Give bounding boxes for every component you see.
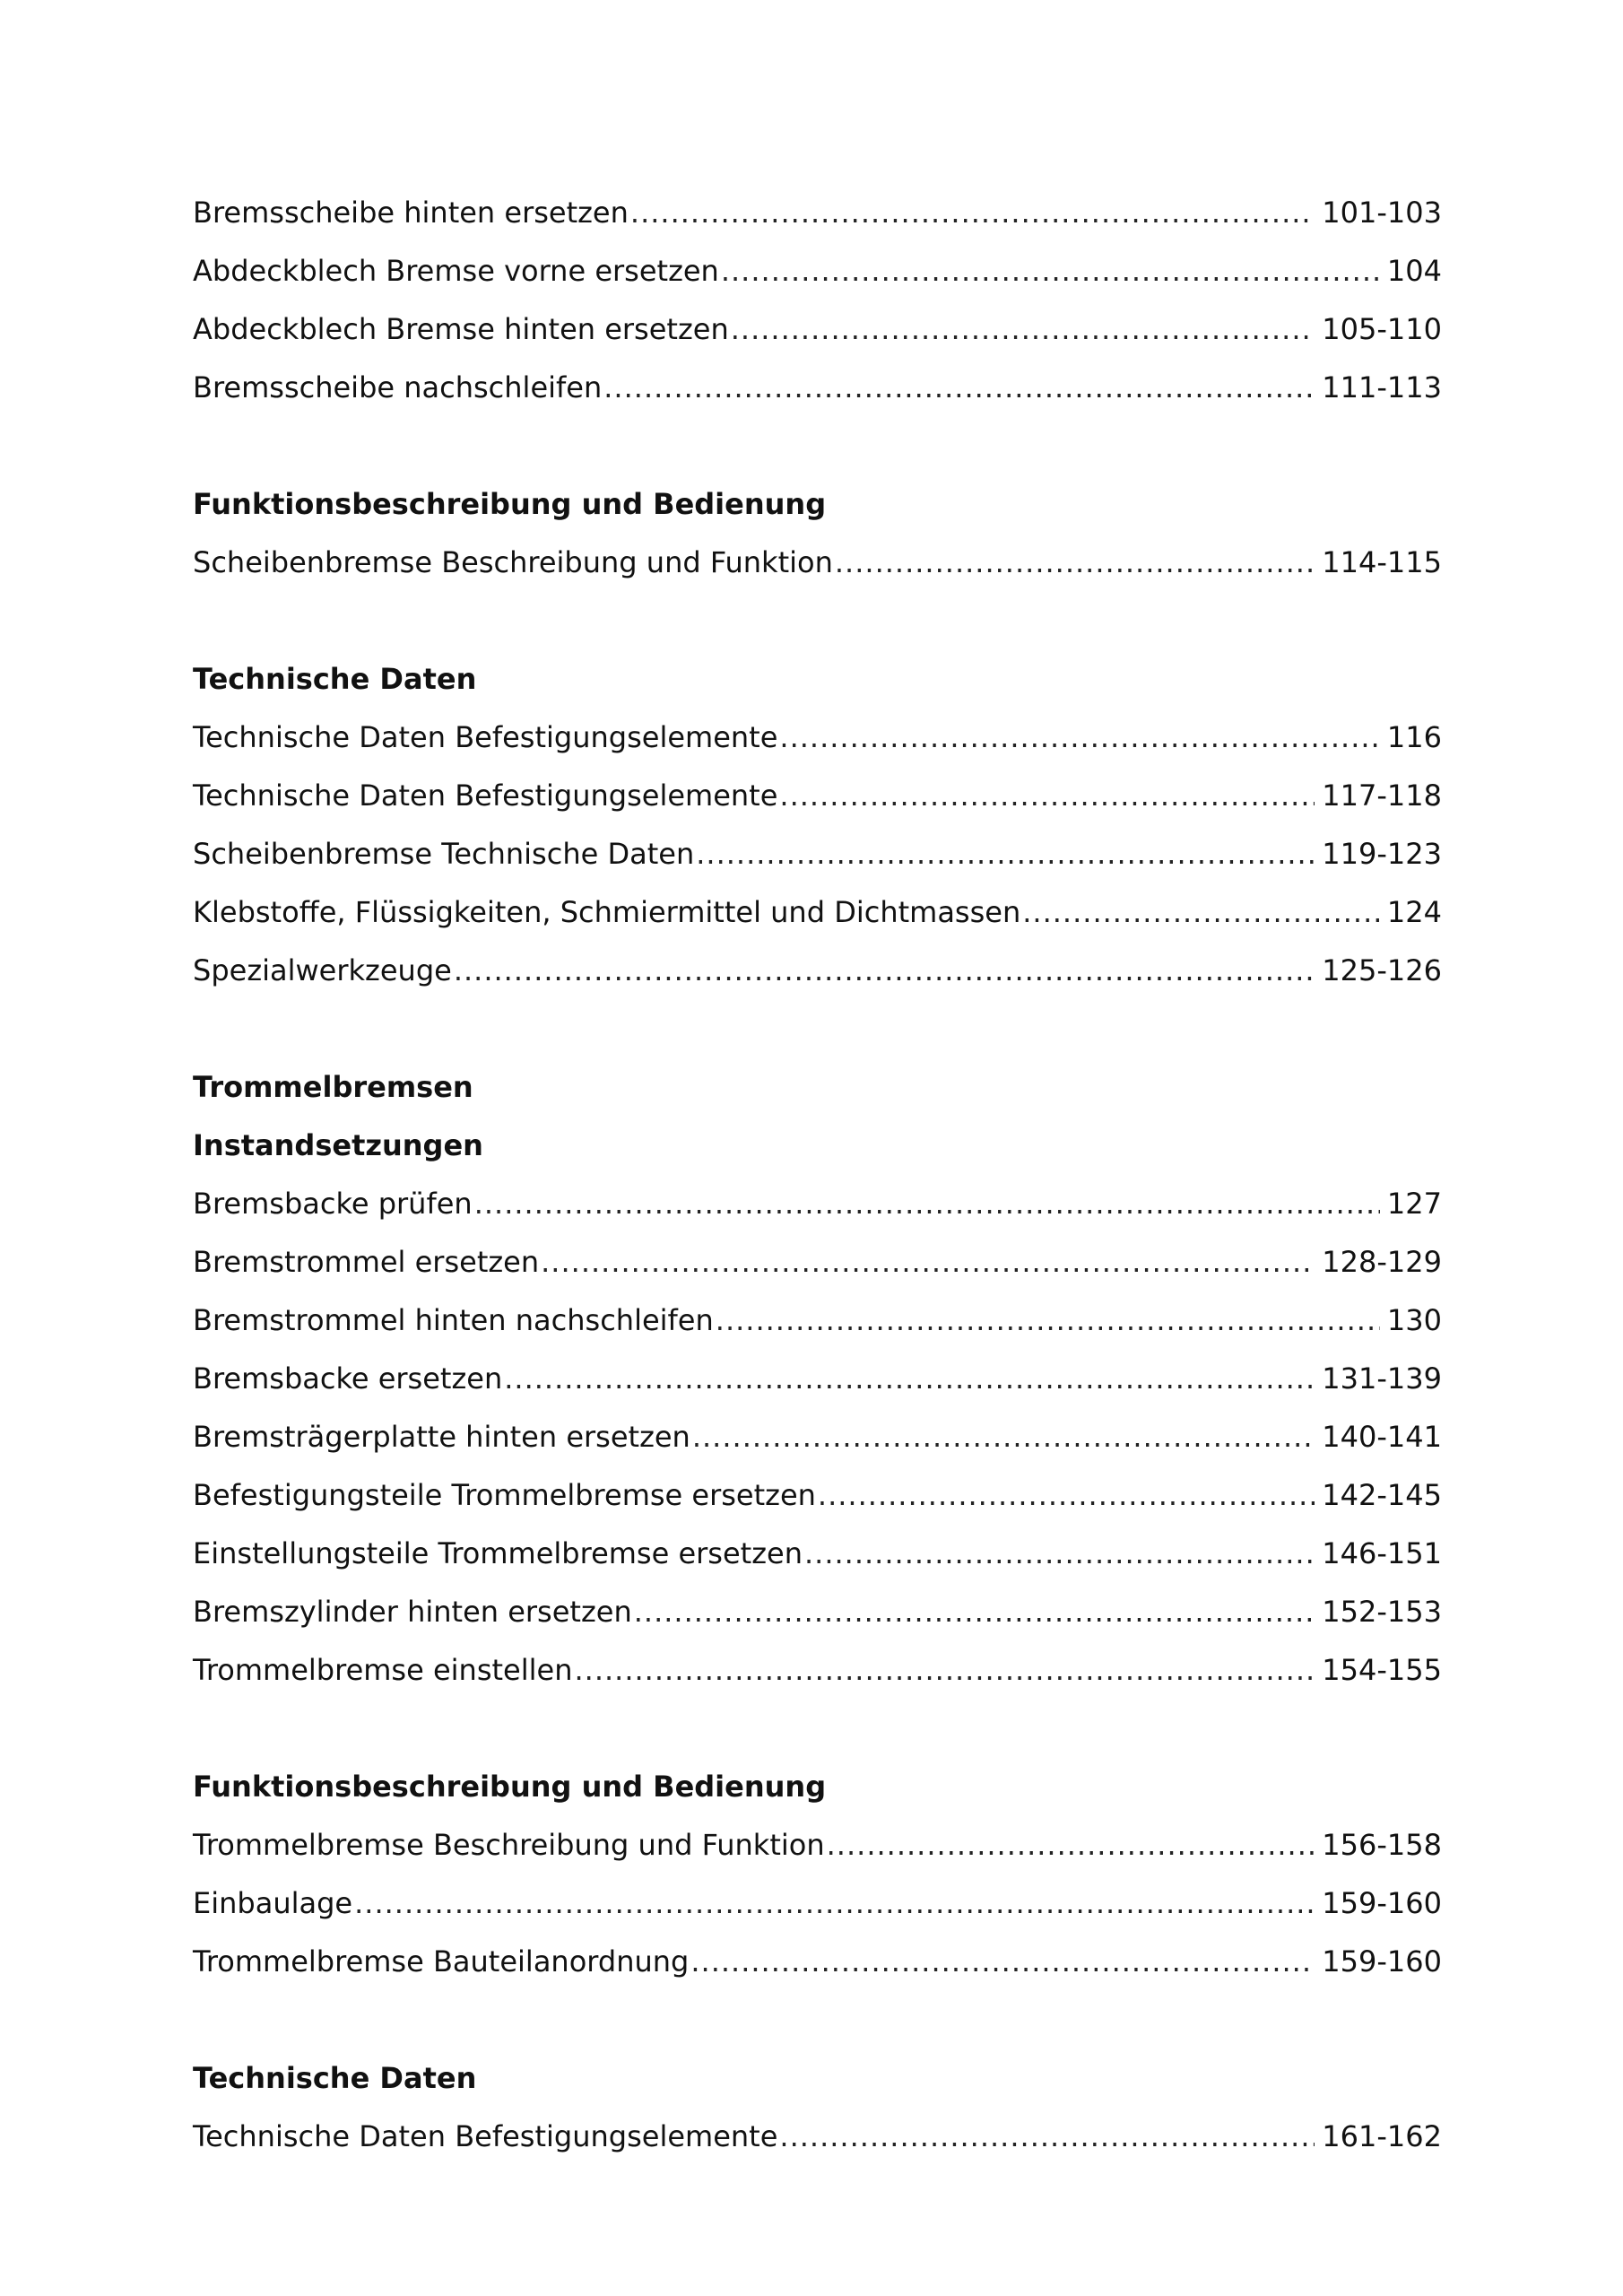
dot-leader: [504, 1350, 1315, 1408]
toc-entry-page: 128-129: [1322, 1245, 1442, 1279]
section-heading: Technische Daten: [193, 2061, 477, 2095]
toc-entry-title: Bremsscheibe hinten ersetzen: [193, 196, 629, 230]
dot-leader: [574, 1641, 1315, 1700]
dot-leader: [804, 1525, 1315, 1583]
toc-entry[interactable]: [193, 1175, 1442, 1233]
toc-entry-page: 159-160: [1322, 1944, 1442, 1979]
toc-entry[interactable]: [193, 300, 1442, 359]
toc-entry-title: Abdeckblech Bremse hinten ersetzen: [193, 312, 729, 346]
section-gap: [193, 417, 1442, 475]
toc-entry[interactable]: [193, 1408, 1442, 1466]
toc-entry-title: Scheibenbremse Beschreibung und Funktion: [193, 545, 833, 579]
dot-leader: [779, 2108, 1315, 2166]
dot-leader: [696, 825, 1315, 883]
toc-entry-page: 159-160: [1322, 1886, 1442, 1920]
dot-leader: [541, 1233, 1315, 1292]
toc-entry[interactable]: [193, 1350, 1442, 1408]
dot-leader: [835, 534, 1315, 592]
toc-entry-title: Technische Daten Befestigungselemente: [193, 778, 778, 813]
toc-entry[interactable]: [193, 534, 1442, 592]
toc-entry-title: Trommelbremse einstellen: [193, 1653, 573, 1687]
toc-entry[interactable]: [193, 1933, 1442, 1991]
dot-leader: [818, 1466, 1315, 1525]
toc-entry[interactable]: [193, 1292, 1442, 1350]
toc-entry-title: Technische Daten Befestigungselemente: [193, 2119, 778, 2153]
toc-entry-title: Befestigungsteile Trommelbremse ersetzen: [193, 1478, 816, 1512]
toc-entry-page: 111-113: [1322, 370, 1442, 404]
dot-leader: [354, 1874, 1315, 1933]
toc-entry-page: 130: [1386, 1303, 1442, 1337]
section-gap: [193, 1000, 1442, 1058]
toc-entry[interactable]: [193, 1233, 1442, 1292]
toc-entry-title: Einbaulage: [193, 1886, 353, 1920]
toc-entry[interactable]: [193, 1583, 1442, 1641]
dot-leader: [827, 1816, 1315, 1874]
dot-leader: [716, 1292, 1380, 1350]
toc-entry-page: 116: [1386, 720, 1442, 754]
section-gap: [193, 1991, 1442, 2049]
toc-entry[interactable]: [193, 184, 1442, 242]
toc-entry-page: 131-139: [1322, 1361, 1442, 1396]
toc-entry-page: 140-141: [1322, 1420, 1442, 1454]
dot-leader: [474, 1175, 1380, 1233]
toc-entry[interactable]: [193, 2108, 1442, 2166]
toc-entry-title: Bremsbacke ersetzen: [193, 1361, 503, 1396]
table-of-contents: [193, 184, 1442, 2166]
toc-entry-title: Trommelbremse Beschreibung und Funktion: [193, 1828, 825, 1862]
toc-entry[interactable]: [193, 709, 1442, 767]
toc-entry[interactable]: [193, 242, 1442, 300]
toc-entry-page: 156-158: [1322, 1828, 1442, 1862]
toc-entry-page: 154-155: [1322, 1653, 1442, 1687]
toc-entry-page: 114-115: [1322, 545, 1442, 579]
toc-entry-title: Bremsträgerplatte hinten ersetzen: [193, 1420, 690, 1454]
toc-entry[interactable]: [193, 1874, 1442, 1933]
section-subheading: Instandsetzungen: [193, 1128, 483, 1162]
dot-leader: [603, 359, 1315, 417]
toc-entry-page: 124: [1386, 895, 1442, 929]
toc-entry-title: Spezialwerkzeuge: [193, 953, 452, 987]
toc-entry-title: Einstellungsteile Trommelbremse ersetzen: [193, 1536, 803, 1570]
toc-entry-title: Bremsbacke prüfen: [193, 1187, 473, 1221]
toc-entry-title: Trommelbremse Bauteilanordnung: [193, 1944, 690, 1979]
section-heading: Trommelbremsen: [193, 1070, 473, 1104]
toc-entry[interactable]: [193, 825, 1442, 883]
dot-leader: [731, 300, 1315, 359]
toc-entry-page: 142-145: [1322, 1478, 1442, 1512]
toc-entry-page: 146-151: [1322, 1536, 1442, 1570]
dot-leader: [721, 242, 1380, 300]
section-heading: Technische Daten: [193, 662, 477, 696]
toc-entry-title: Abdeckblech Bremse vorne ersetzen: [193, 254, 719, 288]
toc-entry-title: Bremszylinder hinten ersetzen: [193, 1595, 632, 1629]
dot-leader: [634, 1583, 1315, 1641]
toc-entry-page: 125-126: [1322, 953, 1442, 987]
toc-entry-page: 104: [1386, 254, 1442, 288]
toc-entry-page: 127: [1386, 1187, 1442, 1221]
toc-entry-title: Technische Daten Befestigungselemente: [193, 720, 778, 754]
dot-leader: [692, 1408, 1315, 1466]
toc-entry[interactable]: [193, 1641, 1442, 1700]
toc-entry-page: 152-153: [1322, 1595, 1442, 1629]
toc-entry[interactable]: [193, 359, 1442, 417]
toc-entry-page: 101-103: [1322, 196, 1442, 230]
toc-entry[interactable]: [193, 1525, 1442, 1583]
dot-leader: [630, 184, 1315, 242]
section-gap: [193, 1700, 1442, 1758]
toc-entry-title: Klebstoffe, Flüssigkeiten, Schmiermittel und Dichtmassen: [193, 895, 1021, 929]
dot-leader: [779, 709, 1380, 767]
dot-leader: [454, 942, 1315, 1000]
section-heading: Funktionsbeschreibung und Bedienung: [193, 1770, 827, 1804]
toc-entry-title: Bremsscheibe nachschleifen: [193, 370, 603, 404]
section-gap: [193, 592, 1442, 650]
dot-leader: [779, 767, 1315, 825]
toc-entry[interactable]: [193, 1816, 1442, 1874]
toc-entry[interactable]: [193, 883, 1442, 942]
dot-leader: [1022, 883, 1380, 942]
section-heading: Funktionsbeschreibung und Bedienung: [193, 487, 827, 521]
toc-entry-title: Bremstrommel hinten nachschleifen: [193, 1303, 714, 1337]
toc-entry-page: 161-162: [1322, 2119, 1442, 2153]
toc-entry-title: Scheibenbremse Technische Daten: [193, 837, 695, 871]
toc-entry[interactable]: [193, 767, 1442, 825]
toc-entry-page: 105-110: [1322, 312, 1442, 346]
toc-entry-title: Bremstrommel ersetzen: [193, 1245, 540, 1279]
toc-entry-page: 117-118: [1322, 778, 1442, 813]
toc-entry[interactable]: [193, 1466, 1442, 1525]
toc-entry-page: 119-123: [1322, 837, 1442, 871]
dot-leader: [690, 1933, 1315, 1991]
toc-entry[interactable]: [193, 942, 1442, 1000]
